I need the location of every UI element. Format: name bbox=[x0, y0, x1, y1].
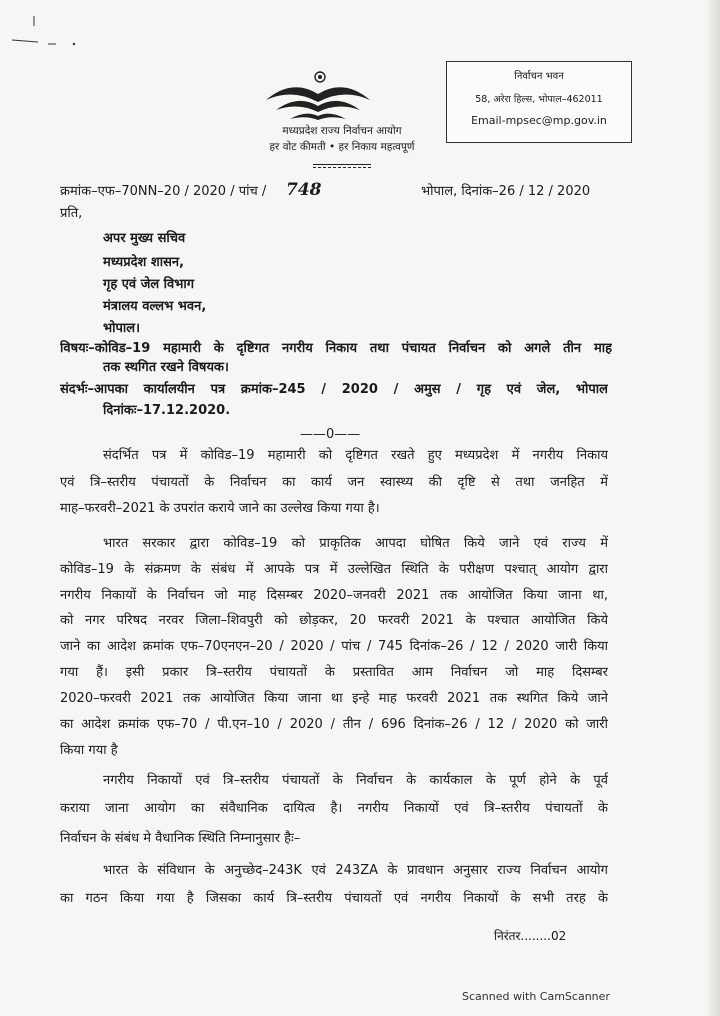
reference-letter-line-1: संदर्भः–आपका कार्यालयीन पत्र क्रमांक–245 / 2020 / अमुस / गृह एवं जेल, भोपाल bbox=[60, 382, 608, 397]
scan-marks bbox=[8, 10, 88, 50]
recipient-line-3: गृह एवं जेल विभाग bbox=[103, 277, 195, 292]
body-line: निर्वाचन के संबंध मे वैधानिक स्थिति निम्नानुसार हैः– bbox=[60, 831, 301, 846]
body-line: का गठन किया गया है जिसका कार्य त्रि–स्तरीय पंचायतों एवं नगरीय निकायों के सभी तरह के bbox=[60, 891, 608, 906]
scanner-watermark: Scanned with CamScanner bbox=[462, 990, 610, 1003]
continuation-note: निरंतर........02 bbox=[494, 929, 567, 943]
body-line: भारत के संविधान के अनुच्छेद–243K एवं 243ZA के प्रावधान अनुसार राज्य निर्वाचन आयोग bbox=[103, 863, 608, 878]
body-line: का आदेश क्रमांक एफ–70 / पी.एन–10 / 2020 / तीन / 696 दिनांक–26 / 12 / 2020 को जारी bbox=[60, 717, 608, 732]
recipient-line-4: मंत्रालय वल्लभ भवन, bbox=[103, 299, 207, 314]
body-line: जाने का आदेश क्रमांक एफ–70एनएन–20 / 2020 / पांच / 745 दिनांक–26 / 12 / 2020 जारी किया bbox=[60, 639, 608, 654]
body-line: किया गया है bbox=[60, 743, 118, 758]
separator: ——0—— bbox=[300, 427, 361, 442]
address-line-2: 58, अरेरा हिल्स, भोपाल–462011 bbox=[475, 94, 603, 105]
org-name: मध्यप्रदेश राज्य निर्वाचन आयोग bbox=[282, 125, 402, 137]
body-line: नगरीय निकायों एवं त्रि–स्तरीय पंचायतों के निर्वाचन के कार्यकाल के पूर्ण होने के पूर्व bbox=[103, 773, 608, 788]
body-line: माह–फरवरी–2021 के उपरांत कराये जाने का उल्लेख किया गया है। bbox=[60, 501, 380, 516]
recipient-line-2: मध्यप्रदेश शासन, bbox=[103, 255, 185, 270]
subject-line-2: तक स्थगित रखने विषयक। bbox=[103, 360, 229, 375]
subject-line-1: विषयः–कोविड–19 महामारी के दृष्टिगत नगरीय निकाय तथा पंचायत निर्वाचन को अगले तीन माह bbox=[60, 341, 612, 356]
body-line: भारत सरकार द्वारा कोविड–19 को प्राकृतिक आपदा घोषित किये जाने एवं राज्य में bbox=[103, 536, 608, 551]
prati-label: प्रति, bbox=[60, 206, 83, 221]
body-line: कोविड–19 के संक्रमण के संबंध में आपके पत्र में उल्लेखित स्थिति के परीक्षण पश्चात् आयोग द्वारा bbox=[60, 562, 608, 577]
recipient-line-1: अपर मुख्य सचिव bbox=[103, 231, 186, 246]
place-date: भोपाल, दिनांक–26 / 12 / 2020 bbox=[421, 184, 591, 199]
org-tagline: हर वोट कीमती • हर निकाय महत्वपूर्ण bbox=[269, 141, 415, 153]
body-line: संदर्भित पत्र में कोविड–19 महामारी को दृष्टिगत रखते हुए मध्यप्रदेश में नगरीय निकाय bbox=[103, 448, 608, 463]
body-line: एवं त्रि–स्तरीय पंचायतों के निर्वाचन का कार्य जन स्वास्थ्य की दृष्टि से तथा जनहित में bbox=[60, 475, 608, 490]
page-edge-shadow bbox=[706, 0, 720, 1016]
address-email: Email-mpsec@mp.gov.in bbox=[471, 114, 607, 127]
body-line: को नगर परिषद नरवर जिला–शिवपुरी को छोड़कर, 20 फरवरी 2021 के पश्चात आयोजित किये bbox=[60, 613, 608, 628]
body-line: कराया जाना आयोग का संवैधानिक दायित्व है। नगरीय निकायों एवं त्रि–स्तरीय पंचायतों के bbox=[60, 801, 608, 816]
body-line: नगरीय निकायों के निर्वाचन जो माह दिसम्बर 2020–जनवरी 2021 तक आयोजित किया जाना था, bbox=[60, 588, 608, 603]
divider bbox=[313, 164, 371, 168]
reference-letter-line-2: दिनांकः–17.12.2020. bbox=[103, 403, 231, 418]
recipient-line-5: भोपाल। bbox=[103, 321, 140, 336]
body-line: गया हैं। इसी प्रकार त्रि–स्तरीय पंचायतों के प्रस्तावित आम निर्वाचन जो माह दिसम्बर bbox=[60, 665, 608, 680]
address-line-1: निर्वाचन भवन bbox=[514, 71, 564, 82]
body-line: 2020–फरवरी 2021 तक आयोजित किया जाना था इन्हे माह फरवरी 2021 तक स्थगित किये जाने bbox=[60, 691, 608, 706]
commission-logo-icon bbox=[262, 70, 374, 122]
handwritten-number: 748 bbox=[286, 180, 322, 200]
reference-number: क्रमांक–एफ–70NN–20 / 2020 / पांच / bbox=[60, 184, 267, 199]
